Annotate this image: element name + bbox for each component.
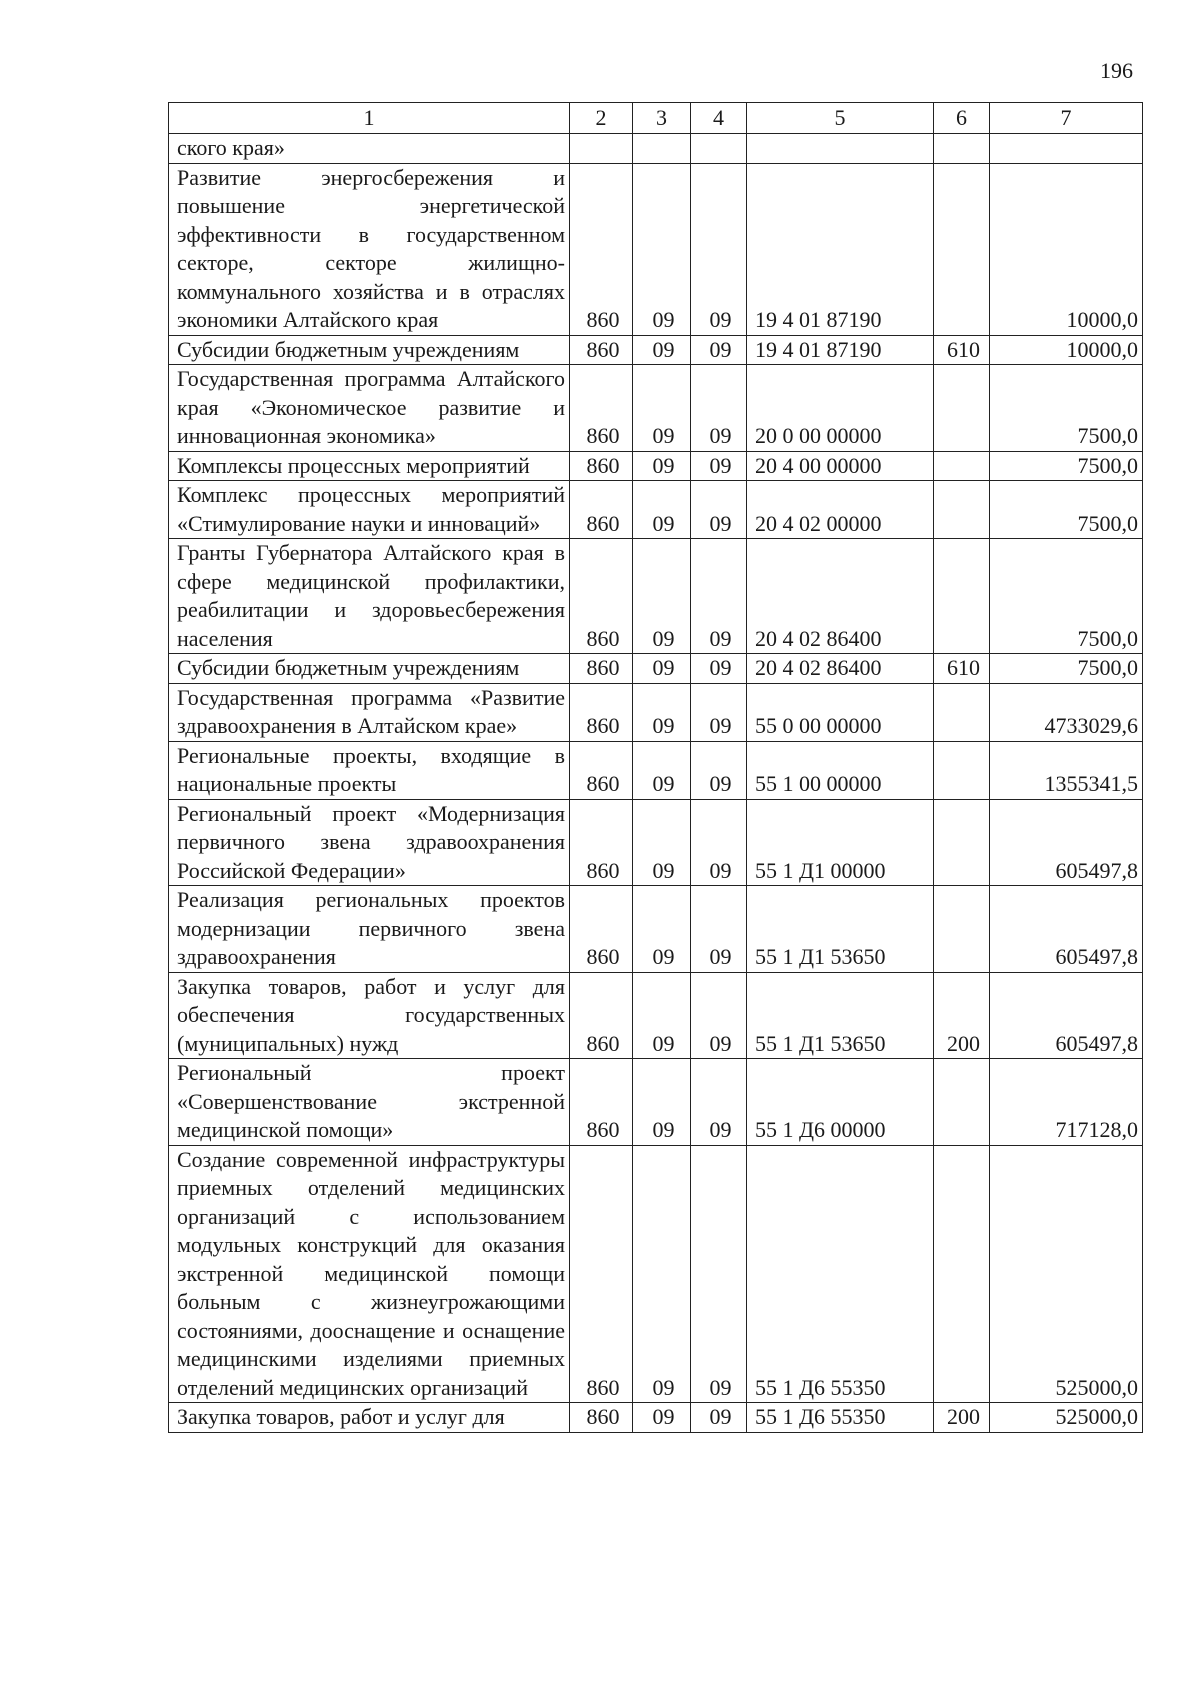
- cell-col-2: 860: [570, 163, 633, 335]
- row-description: Развитие энергосбережения и повышение энергетической эффективности в государственном секторе, секторе жилищно-коммунального хозяйства и в отраслях экономики Алтайского края: [169, 163, 570, 335]
- budget-table: [168, 102, 1143, 1433]
- cell-col-6: [934, 365, 990, 452]
- cell-col-3: 09: [633, 1145, 691, 1403]
- table-row: [169, 1145, 1143, 1403]
- cell-col-7: 10000,0: [990, 163, 1143, 335]
- cell-col-5: 19 4 01 87190: [747, 335, 934, 365]
- cell-col-4: 09: [691, 683, 747, 741]
- cell-col-6: [934, 1059, 990, 1146]
- cell-col-6: 200: [934, 1403, 990, 1433]
- row-description: Региональный проект «Совершенствование экстренной медицинской помощи»: [169, 1059, 570, 1146]
- row-description: Субсидии бюджетным учреждениям: [169, 654, 570, 684]
- cell-col-6: 200: [934, 972, 990, 1059]
- cell-col-3: 09: [633, 481, 691, 539]
- cell-col-2: 860: [570, 654, 633, 684]
- cell-col-4: [691, 134, 747, 164]
- cell-col-7: 605497,8: [990, 886, 1143, 973]
- table-row: [169, 799, 1143, 886]
- cell-col-4: 09: [691, 335, 747, 365]
- cell-col-2: 860: [570, 1403, 633, 1433]
- cell-col-7: 605497,8: [990, 799, 1143, 886]
- row-description: Региональные проекты, входящие в национальные проекты: [169, 741, 570, 799]
- cell-col-7: 7500,0: [990, 654, 1143, 684]
- cell-col-4: 09: [691, 1145, 747, 1403]
- row-description: Комплексы процессных мероприятий: [169, 451, 570, 481]
- row-description: Государственная программа Алтайского края «Экономическое развитие и инновационная экономика»: [169, 365, 570, 452]
- cell-col-7: 1355341,5: [990, 741, 1143, 799]
- cell-col-6: [934, 1145, 990, 1403]
- row-description: Закупка товаров, работ и услуг для обеспечения государственных (муниципальных) нужд: [169, 972, 570, 1059]
- table-row: [169, 683, 1143, 741]
- cell-col-2: 860: [570, 365, 633, 452]
- table-header-row: [169, 103, 1143, 134]
- table-row: [169, 972, 1143, 1059]
- column-header: 7: [990, 103, 1143, 134]
- cell-col-5: 20 0 00 00000: [747, 365, 934, 452]
- column-header: 3: [633, 103, 691, 134]
- cell-col-3: 09: [633, 741, 691, 799]
- cell-col-3: 09: [633, 163, 691, 335]
- cell-col-6: [934, 539, 990, 654]
- cell-col-2: 860: [570, 741, 633, 799]
- column-header: 2: [570, 103, 633, 134]
- cell-col-7: 4733029,6: [990, 683, 1143, 741]
- cell-col-3: 09: [633, 335, 691, 365]
- row-description: Создание современной инфраструктуры приемных отделений медицинских организаций с использованием модульных конструкций для оказания экстренной медицинской помощи больным с жизнеугрожающими состояниями, дооснащение и оснащение медицинскими изделиями приемных отделений медицинских организаций: [169, 1145, 570, 1403]
- cell-col-3: 09: [633, 451, 691, 481]
- cell-col-4: 09: [691, 451, 747, 481]
- cell-col-4: 09: [691, 481, 747, 539]
- cell-col-3: 09: [633, 886, 691, 973]
- cell-col-5: 55 1 Д6 00000: [747, 1059, 934, 1146]
- cell-col-3: 09: [633, 972, 691, 1059]
- cell-col-2: 860: [570, 335, 633, 365]
- cell-col-7: [990, 134, 1143, 164]
- cell-col-6: [934, 741, 990, 799]
- row-description: Субсидии бюджетным учреждениям: [169, 335, 570, 365]
- cell-col-5: 55 1 Д6 55350: [747, 1145, 934, 1403]
- cell-col-3: 09: [633, 539, 691, 654]
- table-row: [169, 365, 1143, 452]
- row-description: Закупка товаров, работ и услуг для: [169, 1403, 570, 1433]
- cell-col-5: 55 1 Д1 00000: [747, 799, 934, 886]
- cell-col-5: 20 4 02 86400: [747, 539, 934, 654]
- cell-col-2: 860: [570, 481, 633, 539]
- cell-col-2: 860: [570, 799, 633, 886]
- table-row: [169, 481, 1143, 539]
- cell-col-2: 860: [570, 1145, 633, 1403]
- column-header: 1: [169, 103, 570, 134]
- cell-col-5: 55 1 Д1 53650: [747, 886, 934, 973]
- cell-col-4: 09: [691, 799, 747, 886]
- cell-col-3: 09: [633, 799, 691, 886]
- cell-col-7: 10000,0: [990, 335, 1143, 365]
- cell-col-6: [934, 886, 990, 973]
- table-row: [169, 539, 1143, 654]
- cell-col-5: 20 4 02 86400: [747, 654, 934, 684]
- row-description: Гранты Губернатора Алтайского края в сфере медицинской профилактики, реабилитации и здоровьесбережения населения: [169, 539, 570, 654]
- cell-col-7: 7500,0: [990, 481, 1143, 539]
- column-header: 4: [691, 103, 747, 134]
- cell-col-4: 09: [691, 1059, 747, 1146]
- page-number: 196: [1100, 58, 1133, 83]
- cell-col-7: 7500,0: [990, 451, 1143, 481]
- cell-col-2: 860: [570, 972, 633, 1059]
- cell-col-5: 19 4 01 87190: [747, 163, 934, 335]
- table-row: [169, 163, 1143, 335]
- cell-col-5: [747, 134, 934, 164]
- table-row: [169, 134, 1143, 164]
- cell-col-6: [934, 683, 990, 741]
- table-row: [169, 886, 1143, 973]
- table-row: [169, 654, 1143, 684]
- cell-col-2: 860: [570, 886, 633, 973]
- cell-col-4: 09: [691, 163, 747, 335]
- cell-col-4: 09: [691, 741, 747, 799]
- cell-col-3: 09: [633, 1403, 691, 1433]
- cell-col-4: 09: [691, 654, 747, 684]
- cell-col-7: 717128,0: [990, 1059, 1143, 1146]
- cell-col-5: 20 4 02 00000: [747, 481, 934, 539]
- cell-col-3: 09: [633, 683, 691, 741]
- cell-col-4: 09: [691, 972, 747, 1059]
- cell-col-3: [633, 134, 691, 164]
- cell-col-6: 610: [934, 335, 990, 365]
- table-row: [169, 741, 1143, 799]
- row-description: Государственная программа «Развитие здравоохранения в Алтайском крае»: [169, 683, 570, 741]
- cell-col-3: 09: [633, 365, 691, 452]
- cell-col-2: 860: [570, 683, 633, 741]
- cell-col-4: 09: [691, 1403, 747, 1433]
- cell-col-6: 610: [934, 654, 990, 684]
- cell-col-7: 605497,8: [990, 972, 1143, 1059]
- cell-col-6: [934, 134, 990, 164]
- cell-col-7: 7500,0: [990, 539, 1143, 654]
- cell-col-7: 525000,0: [990, 1145, 1143, 1403]
- cell-col-2: 860: [570, 451, 633, 481]
- row-description: Реализация региональных проектов модернизации первичного звена здравоохранения: [169, 886, 570, 973]
- cell-col-6: [934, 451, 990, 481]
- cell-col-3: 09: [633, 654, 691, 684]
- row-description: ского края»: [169, 134, 570, 164]
- cell-col-5: 55 1 Д1 53650: [747, 972, 934, 1059]
- cell-col-5: 55 1 Д6 55350: [747, 1403, 934, 1433]
- cell-col-4: 09: [691, 886, 747, 973]
- table-row: [169, 1059, 1143, 1146]
- cell-col-6: [934, 481, 990, 539]
- row-description: Комплекс процессных мероприятий «Стимулирование науки и инноваций»: [169, 481, 570, 539]
- cell-col-7: 7500,0: [990, 365, 1143, 452]
- cell-col-3: 09: [633, 1059, 691, 1146]
- table-row: [169, 451, 1143, 481]
- table-row: [169, 1403, 1143, 1433]
- cell-col-2: [570, 134, 633, 164]
- cell-col-5: 55 1 00 00000: [747, 741, 934, 799]
- cell-col-7: 525000,0: [990, 1403, 1143, 1433]
- row-description: Региональный проект «Модернизация первичного звена здравоохранения Российской Федерации»: [169, 799, 570, 886]
- cell-col-5: 20 4 00 00000: [747, 451, 934, 481]
- table-row: [169, 335, 1143, 365]
- cell-col-6: [934, 799, 990, 886]
- cell-col-4: 09: [691, 539, 747, 654]
- cell-col-4: 09: [691, 365, 747, 452]
- column-header: 6: [934, 103, 990, 134]
- cell-col-6: [934, 163, 990, 335]
- cell-col-2: 860: [570, 1059, 633, 1146]
- cell-col-5: 55 0 00 00000: [747, 683, 934, 741]
- cell-col-2: 860: [570, 539, 633, 654]
- column-header: 5: [747, 103, 934, 134]
